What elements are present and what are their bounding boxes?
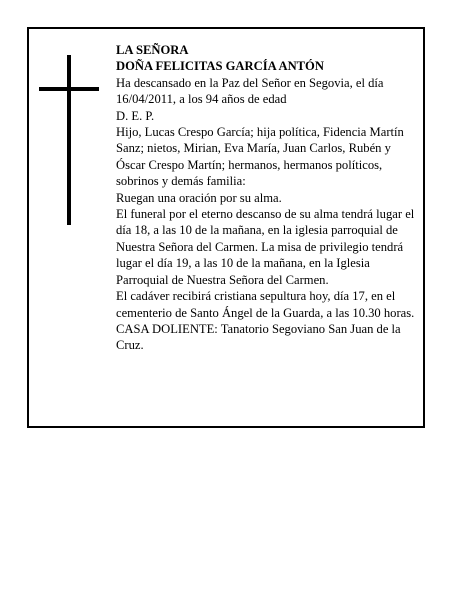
- cross-horizontal-bar: [39, 87, 99, 91]
- burial-details: El cadáver recibirá cristiana sepultura hoy, día 17, en el cementerio de Santo Ángel de la Guarda, a las 10.30 horas.: [116, 289, 415, 320]
- notice-heading: LA SEÑORA: [116, 43, 189, 57]
- family-members: Hijo, Lucas Crespo García; hija política, Fidencia Martín Sanz; nietos, Mirian, Eva María, Juan Carlos, Rubén y Óscar Crespo Martín; hermanos, hermanos políticos, sobrinos y demás familia:: [116, 125, 404, 189]
- cross-icon: [39, 55, 99, 225]
- deceased-name: DOÑA FELICITAS GARCÍA ANTÓN: [116, 59, 324, 74]
- funeral-details: El funeral por el eterno descanso de su alma tendrá lugar el día 18, a las 10 de la mañana, en la iglesia parroquial de Nuestra Señora del Carmen. La misa de privilegio tendrá lugar el día 19, a las 10 de la mañana, en la Iglesia Parroquial de Nuestra Señora del Carmen.: [116, 207, 415, 287]
- cross-vertical-bar: [67, 55, 71, 225]
- obituary-notice: [27, 27, 425, 428]
- death-announcement: Ha descansado en la Paz del Señor en Segovia, el día 16/04/2011, a los 94 años de edad: [116, 75, 384, 107]
- prayer-request: Ruegan una oración por su alma.: [116, 190, 282, 205]
- rest-in-peace: D. E. P.: [116, 108, 155, 123]
- obituary-text: [116, 42, 422, 354]
- funeral-home: CASA DOLIENTE: Tanatorio Segoviano San Juan de la Cruz.: [116, 321, 401, 353]
